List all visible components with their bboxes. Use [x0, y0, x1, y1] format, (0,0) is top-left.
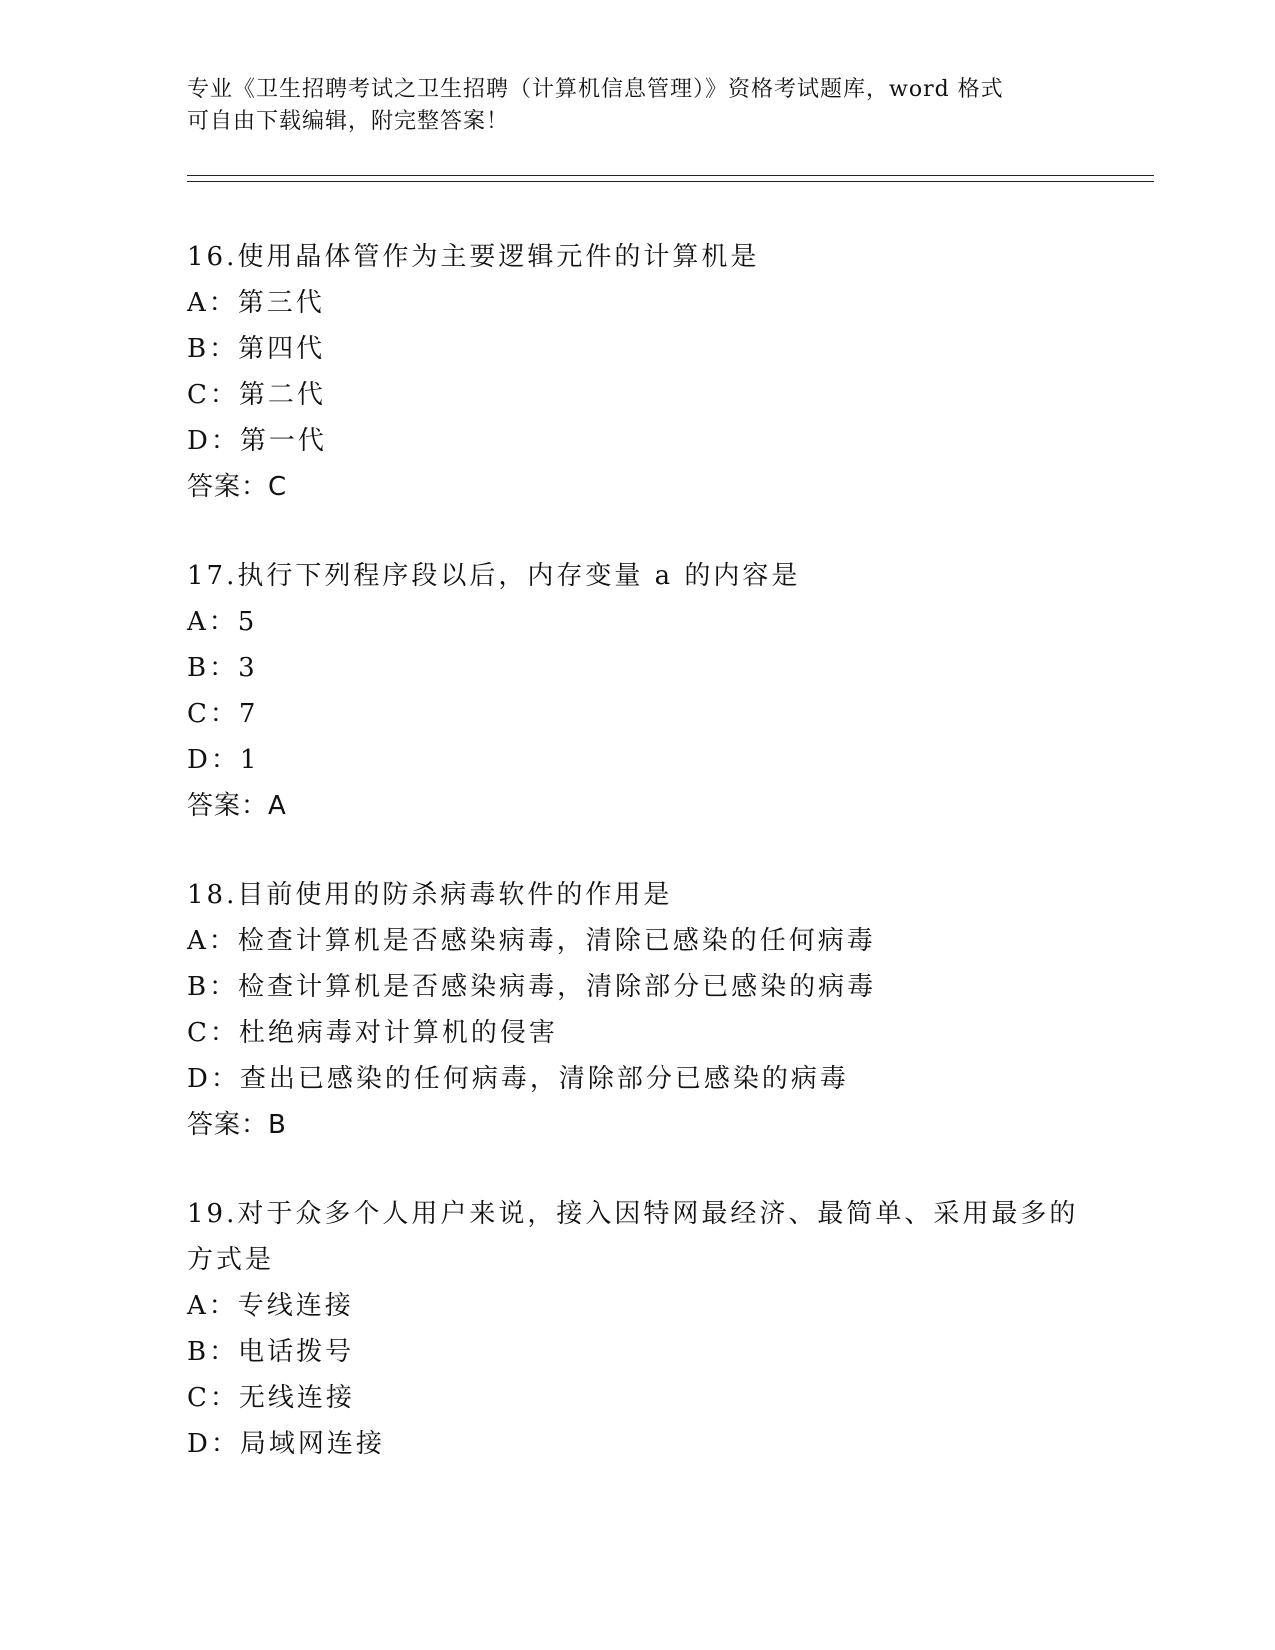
option-a: A：第三代 — [187, 288, 325, 318]
question-stem: 19.对于众多个人用户来说，接入因特网最经济、最简单、采用最多的 — [187, 1199, 1079, 1229]
option-a: A：5 — [187, 607, 258, 637]
option-d: D：第一代 — [187, 426, 327, 456]
option-a: A：检查计算机是否感染病毒，清除已感染的任何病毒 — [187, 926, 876, 956]
option-b: B：检查计算机是否感染病毒，清除部分已感染的病毒 — [187, 972, 877, 1002]
answer-line: 答案：C — [187, 472, 288, 502]
option-c: C：7 — [187, 699, 259, 729]
question-16 — [187, 234, 1087, 510]
option-d: D：查出已感染的任何病毒，清除部分已感染的病毒 — [187, 1064, 849, 1094]
option-c: C：第二代 — [187, 380, 326, 410]
option-d: D：1 — [187, 745, 260, 775]
question-stem: 16.使用晶体管作为主要逻辑元件的计算机是 — [187, 242, 760, 272]
header-divider-top — [187, 175, 1154, 176]
document-header — [187, 74, 1067, 138]
question-18 — [187, 872, 1087, 1148]
question-17 — [187, 553, 1087, 829]
option-b: B：3 — [187, 653, 258, 683]
header-line-2: 可自由下载编辑，附完整答案！ — [187, 109, 510, 134]
answer-line: 答案：A — [187, 791, 287, 821]
option-a: A：专线连接 — [187, 1291, 354, 1321]
question-19 — [187, 1191, 1087, 1467]
header-divider-bottom — [187, 181, 1154, 182]
option-d: D：局域网连接 — [187, 1429, 385, 1459]
option-b: B：电话拨号 — [187, 1337, 355, 1367]
option-b: B：第四代 — [187, 334, 326, 364]
option-c: C：杜绝病毒对计算机的侵害 — [187, 1018, 558, 1048]
answer-line: 答案：B — [187, 1110, 287, 1140]
option-c: C：无线连接 — [187, 1383, 355, 1413]
question-stem: 17.执行下列程序段以后，内存变量 a 的内容是 — [187, 561, 801, 591]
question-stem-continued: 方式是 — [187, 1245, 275, 1275]
header-line-1: 专业《卫生招聘考试之卫生招聘（计算机信息管理）》资格考试题库，word 格式 — [187, 77, 1004, 102]
question-stem: 18.目前使用的防杀病毒软件的作用是 — [187, 880, 673, 910]
